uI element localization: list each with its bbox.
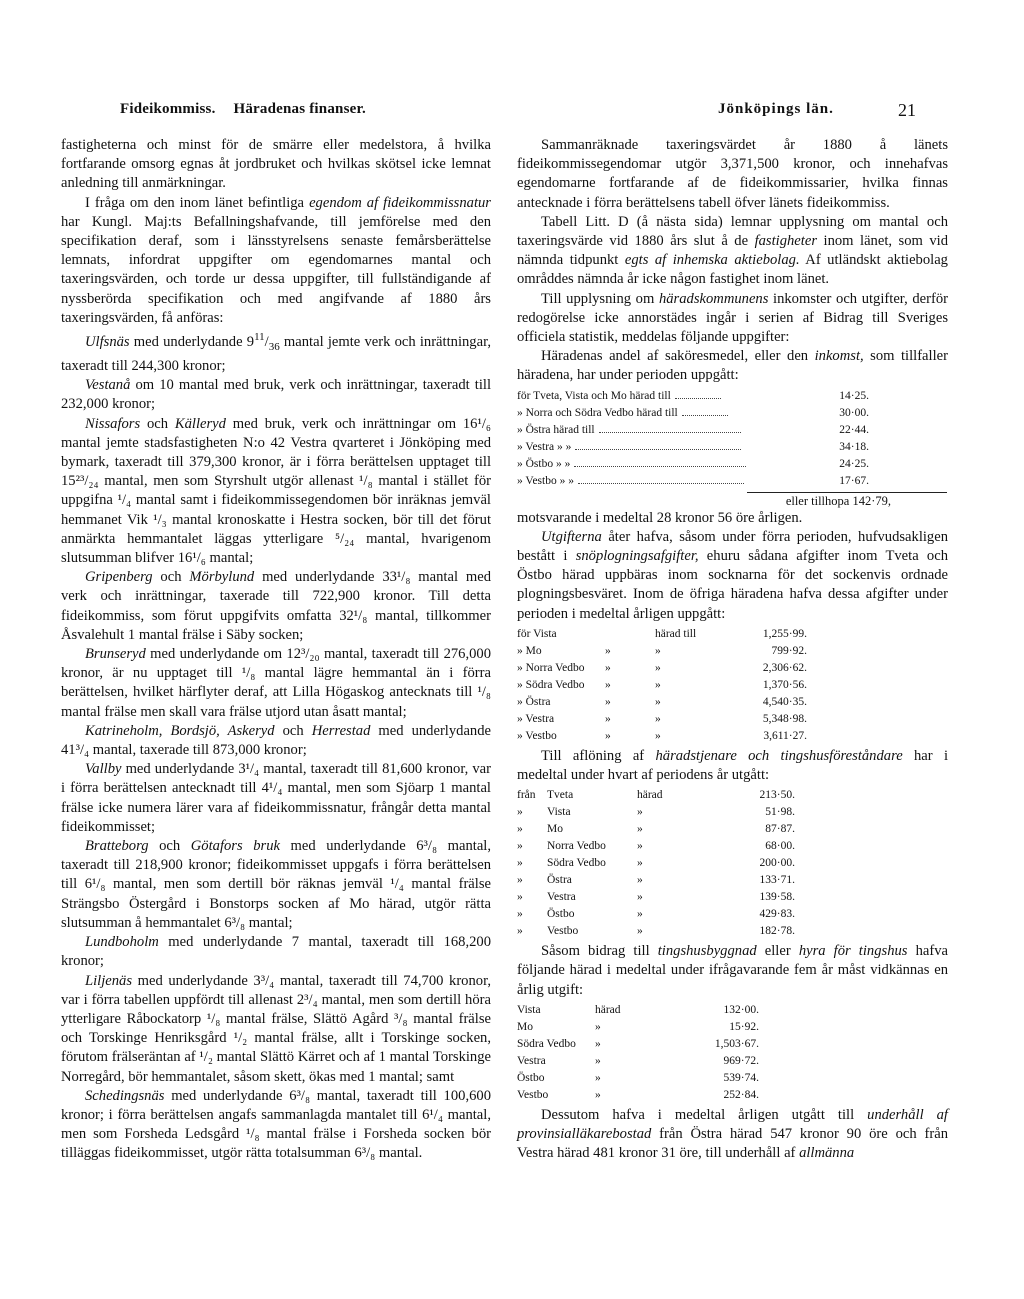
table-cell: » — [655, 729, 661, 742]
table-cell: » — [517, 908, 523, 921]
estate-entry-ulfsnas: Ulfsnäs med underlydande $9^{11}/_{36}$ mantal jemte verk och inrättningar, taxeradt till 244,300 kronor; — [61, 331, 491, 374]
table-cell: 429·83. — [759, 908, 795, 921]
table-cell: » — [605, 712, 611, 725]
table-cell: » Norra och Södra Vedbo härad till — [517, 405, 794, 422]
table-cell: 2,306·62. — [762, 661, 807, 674]
table-cell: » Södra Vedbo — [517, 678, 585, 691]
table-cell: härad — [637, 789, 663, 802]
table-cell: Mo — [517, 1020, 533, 1033]
table-cell: » Norra Vedbo — [517, 661, 585, 674]
table-row — [517, 1036, 759, 1053]
header-subsection-title: Häradenas finanser. — [233, 101, 366, 117]
table-cell: » — [517, 823, 523, 836]
table-cell: » Östbo » » — [517, 456, 794, 473]
table-cell: » — [517, 840, 523, 853]
table-cell: 252·84. — [723, 1088, 759, 1101]
estate-entry-vestana: Vestanå om 10 mantal med bruk, verk och inrättningar, taxeradt till 232,000 kronor; — [61, 377, 491, 413]
table-cell: 200·00. — [759, 857, 795, 870]
table-row — [517, 711, 807, 728]
paragraph: Såsom bidrag till tingshusbyggnad eller hyra för tingshus hafva följande härad i medeltal under ifrågavarande fem år måst vidkännas en årlig utgift: — [517, 943, 948, 998]
running-header-right: Jönköpings län. — [718, 101, 834, 117]
header-section-title: Fideikommiss. — [120, 101, 216, 117]
table-cell: Norra Vedbo — [547, 840, 606, 853]
table-cell: 34·18. — [839, 440, 869, 453]
table-cell: » Östra — [517, 695, 551, 708]
table-row — [517, 1087, 759, 1104]
paragraph: motsvarande i medeltal 28 kronor 56 öre årligen. — [517, 509, 803, 526]
paragraph: Sammanräknade taxeringsvärdet år 1880 å länets fideikommissegendomar utgör 3,371,500 kronor, och innehafvas egendomarne fortfarande af de fideikommissarier, hvilka finnas antecknade i förra berättelsens tabell öfver länets fideikommiss. — [517, 137, 948, 211]
table-cell: 51·98. — [765, 806, 795, 819]
table-cell: » Vestra — [517, 712, 555, 725]
table-row — [517, 1053, 759, 1070]
table-cell: 182·78. — [759, 925, 795, 938]
table-cell: för Tveta, Vista och Mo härad till — [517, 388, 794, 405]
table-row — [517, 728, 807, 745]
table-row — [517, 405, 897, 422]
table-cell: 4,540·35. — [762, 695, 807, 708]
table-cell: 14·25. — [839, 389, 869, 402]
table-row — [517, 694, 807, 711]
table-cell: » — [655, 678, 661, 691]
table-cell: » — [655, 661, 661, 674]
table-row — [517, 787, 795, 804]
table-cell: » — [637, 874, 643, 887]
estate-entry-vallby: Vallby med underlydande 3¹/₄ mantal, taxeradt till 81,600 kronor, var i förra berättelsen antecknadt till 4¹/₄ mantal, men som Sjöarp 1 mantal frälse icke numera lärer vara af fideikommissnatur, frångår detta mantal fideikommisset; — [61, 761, 491, 835]
table-cell: 213·50. — [759, 789, 795, 802]
table-row — [517, 821, 795, 838]
paragraph: Dessutom hafva i medeltal årligen utgått till underhåll af provinsialläkarebostad från Östra härad 547 kronor 90 öre och från Vestra härad 481 kronor 31 öre, till underhåll af allmänna — [517, 1106, 948, 1162]
table-cell: » — [605, 661, 611, 674]
table-cell: 132·00. — [723, 1003, 759, 1016]
table-row — [517, 677, 807, 694]
table-cell: 139·58. — [759, 891, 795, 904]
table-row — [517, 660, 807, 677]
paragraph: Tabell Litt. D (å nästa sida) lemnar upplysning om mantal och taxeringsvärde vid 1880 års slut å de fastigheter inom länet, som vid nämnda tidpunkt egts af inhemska aktiebolag. Af utländskt aktiebolag områddes nämnda år icke någon fastighet inom länet. — [517, 213, 948, 288]
table-cell: » — [595, 1088, 601, 1101]
table-cell: 1,370·56. — [762, 678, 807, 691]
table-saköresmedel — [517, 388, 897, 490]
table-cell: för Vista — [517, 627, 557, 640]
running-header-left — [120, 101, 380, 118]
estate-entry-gripenberg: Gripenberg och Mörbylund med underlydande 33¹/₈ mantal med verk och inrättningar, taxerade till 722,900 kronor. Till detta fideikommiss, som förut uppgifvits omfatta 32¹/₈ mantal, tillkommer Åsvalehult 1 mantal frälse i Säby socken; — [61, 569, 491, 643]
estate-entry-nissafors: Nissafors och Källeryd med bruk, verk och inrättningar om 16¹/₆ mantal jemte stadsfastigheten N:o 42 Vestra qvarteret i Jönköping med bymark, taxeradt till 379,300 kronor, är i förra berättelsen upptaget till 15²³/₂₄ mantal, men som Styrshult utgör allenast ¹/₈ mantal i stället för uppgifna ¹/₄ mantal samt i fideikommissegendomen bör inräknas jemväl hemmanet Vik ¹/₃ mantal kronoskatte i Hestra socken, bör till det förut anmärkta hemmantalet läggas ytterligare ⁵/₂₄ mantal, hvarigenom slutsumman blifver 16¹/₆ mantal; — [61, 415, 491, 567]
page-number: 21 — [898, 100, 916, 120]
table-cell: Östbo — [517, 1071, 545, 1084]
paragraph: I fråga om den inom länet befintliga egendom af fideikommissnatur har Kungl. Maj:ts Befallningshafvande, till jemförelse med den specifikation deraf, som i länsstyrelsens senaste femårsberättelse lemnats, infordrat uppgifter om egendomarnes mantal och taxeringsvärden, och torde ur dessa uppgifter, till fullständigande af nyssberörda specifikation och med angifvande af 1880 års taxeringsvärden, få anföras: — [61, 194, 491, 326]
table-cell: » Vestbo » » — [517, 473, 794, 490]
table-cell: » — [655, 712, 661, 725]
table-cell: 30·00. — [839, 406, 869, 419]
table-cell: 22·44. — [839, 423, 869, 436]
table-cell: » — [637, 840, 643, 853]
table-row — [517, 1002, 759, 1019]
table-row — [517, 855, 795, 872]
table-row — [517, 804, 795, 821]
table-cell: » Vestra » » — [517, 439, 794, 456]
table-cell: » — [637, 891, 643, 904]
table-cell: Vista — [547, 806, 571, 819]
table-cell: » — [655, 644, 661, 657]
table-cell: » — [637, 857, 643, 870]
table-cell: Vestbo — [547, 925, 579, 938]
table-row — [517, 456, 897, 473]
table-cell: Vestbo — [517, 1088, 549, 1101]
table-cell: 15·92. — [729, 1020, 759, 1033]
table-cell: 68·00. — [765, 840, 795, 853]
table-cell: 1,255·99. — [762, 627, 807, 640]
table-cell: 969·72. — [723, 1054, 759, 1067]
paragraph: fastigheterna och minst för de smärre eller medelstora, å hvilka fortfarande omsorg egnas åt jordbruket och hvilkas skötsel icke lemnat anledning till anmärkningar. — [61, 137, 491, 192]
table-cell: 87·87. — [765, 823, 795, 836]
table-cell: » — [517, 857, 523, 870]
table-cell: Östbo — [547, 908, 575, 921]
table-row — [517, 923, 795, 940]
estate-entry-katrineholm: Katrineholm, Bordsjö, Askeryd och Herrestad med underlydande 41³/₄ mantal, taxerade till 873,000 kronor; — [61, 722, 491, 759]
table-cell: » — [605, 678, 611, 691]
table-cell: härad till — [655, 627, 697, 640]
table-row — [517, 838, 795, 855]
table-cell: » — [517, 806, 523, 819]
table-cell: » — [517, 874, 523, 887]
table-cell: » — [605, 644, 611, 657]
table-cell: » Vestbo — [517, 729, 557, 742]
table-cell: 133·71. — [759, 874, 795, 887]
paragraph: Utgifterna åter hafva, såsom under förra perioden, hufvudsakligen bestått i snöplogningsafgifter, ehuru sådana afgifter inom Tveta och Östbo härad uppbäras inom socknarna för det sockenvis ordnade plogningsbesväret. Inom de öfriga häradena hafva dessa afgifter under perioden i medeltal årligen uppgått: — [517, 528, 949, 622]
paragraph: Till upplysning om häradskommunens inkomster och utgifter, derför redogörelse icke annorstädes ingår i serien af Bidrag till Sveriges officiela statistik, meddelas följande uppgifter: — [517, 290, 949, 346]
table-cell: » — [595, 1054, 601, 1067]
table-cell: 1,503·67. — [714, 1037, 759, 1050]
table-cell: » — [637, 925, 643, 938]
table-cell: » — [655, 695, 661, 708]
table-cell: » — [637, 806, 643, 819]
table-cell: 24·25. — [839, 457, 869, 470]
table-cell: härad — [595, 1003, 621, 1016]
left-column — [61, 136, 491, 1164]
table-cell: » — [517, 925, 523, 938]
right-column — [517, 136, 948, 1163]
table-cell: Östra — [547, 874, 572, 887]
table-sum: eller tillhopa 142·79, — [747, 492, 947, 509]
table-cell: » — [595, 1071, 601, 1084]
table-cell: Vista — [517, 1003, 541, 1016]
table-row — [517, 643, 807, 660]
table-cell: » — [637, 823, 643, 836]
table-cell: » Östra härad till — [517, 422, 794, 439]
table-tingshus — [517, 1002, 759, 1104]
table-cell: 5,348·98. — [762, 712, 807, 725]
table-cell — [605, 626, 655, 643]
estate-entry-brunseryd: Brunseryd med underlydande om 12³/₂₀ mantal, taxeradt till 276,000 kronor, är nu upptaget till ¹/₈ mantal lägre hemmantal än i förra berättelsen, hvilket härflyter deraf, att Lilla Högaskog antecknats till ¹/₈ mantal frälse men skall vara frälse utjord utan åsatt mantal; — [61, 646, 491, 720]
table-cell: 799·92. — [771, 644, 807, 657]
table-cell: 539·74. — [723, 1071, 759, 1084]
table-cell: » — [605, 729, 611, 742]
estate-entry-liljenas: Liljenäs med underlydande 3³/₄ mantal, taxeradt till 74,700 kronor, var i förra tabellen uppfördt till allenast 2³/₄ mantal, men som dertill höra ytterligare Råbockatorp ¹/₈ mantal frälse, Slättö Agård ³/₈ mantal frälse och Torskinge Henriksgård ¹/₂ mantal frälse, allt i Torskinge socken, förutom frälseräntan af ¹/₂ mantal Slättö Kärret och af 1 mantal Torskinge Norregård, bör hemmantalet, såsom skett, ökas med 1 mantal; samt — [61, 972, 491, 1085]
table-cell: Södra Vedbo — [547, 857, 606, 870]
table-row — [517, 906, 795, 923]
table-row — [517, 388, 897, 405]
estate-entry-bratteborg: Bratteborg och Götafors bruk med underlydande 6³/₈ mantal, taxeradt till 218,900 kronor; fideikommisset uppgafs i förra berättelsen till 6¹/₈ mantal, men som dertill bör räknas jemväl ¹/₄ mantal frälse Strängsbo Östergård i Bonstorps socken af Mo härad, utgör rätta slutsumman å hemmantalet 6³/₈ mantal; — [61, 838, 492, 931]
table-row — [517, 439, 897, 456]
table-row — [517, 473, 897, 490]
table-cell: » — [605, 695, 611, 708]
table-cell: » — [595, 1020, 601, 1033]
table-row — [517, 889, 795, 906]
table-row — [517, 626, 807, 643]
table-cell: » — [595, 1037, 601, 1050]
table-cell: Mo — [547, 823, 563, 836]
table-haradstjenare — [517, 787, 795, 940]
table-cell: från — [517, 789, 536, 802]
table-cell: » — [517, 891, 523, 904]
estate-entry-lundboholm: Lundboholm med underlydande 7 mantal, taxeradt till 168,200 kronor; — [61, 934, 491, 970]
table-row — [517, 872, 795, 889]
table-snoplogning — [517, 626, 807, 745]
paragraph: Till aflöning af häradstjenare och tingshusföreståndare har i medeltal under hvart af periodens år utgått: — [517, 747, 948, 784]
table-cell: » — [637, 908, 643, 921]
table-cell: Tveta — [547, 789, 574, 802]
table-cell: Vestra — [517, 1054, 546, 1067]
table-cell: Vestra — [547, 891, 576, 904]
estate-entry-schedingsnas: Schedingsnäs med underlydande 6³/₈ mantal, taxeradt till 100,600 kronor; i förra berättelsen angafs sammanlagda mantalet till 6¹/₄ mantal, men som Forsheda Ledsgård ¹/₈ mantal frälse i Forsheda socken bör tilläggas fideikommisset, utgör rätta totalsumman 6³/₈ mantal. — [61, 1087, 491, 1162]
table-row — [517, 1019, 759, 1036]
table-cell: » Mo — [517, 644, 542, 657]
table-row — [517, 1070, 759, 1087]
table-row — [517, 422, 897, 439]
table-cell: 17·67. — [839, 474, 869, 487]
table-cell: 3,611·27. — [763, 729, 807, 742]
paragraph: Häradenas andel af saköresmedel, eller den inkomst, som tillfaller häradena, har under perioden uppgått: — [517, 348, 948, 384]
table-cell: Södra Vedbo — [517, 1037, 576, 1050]
